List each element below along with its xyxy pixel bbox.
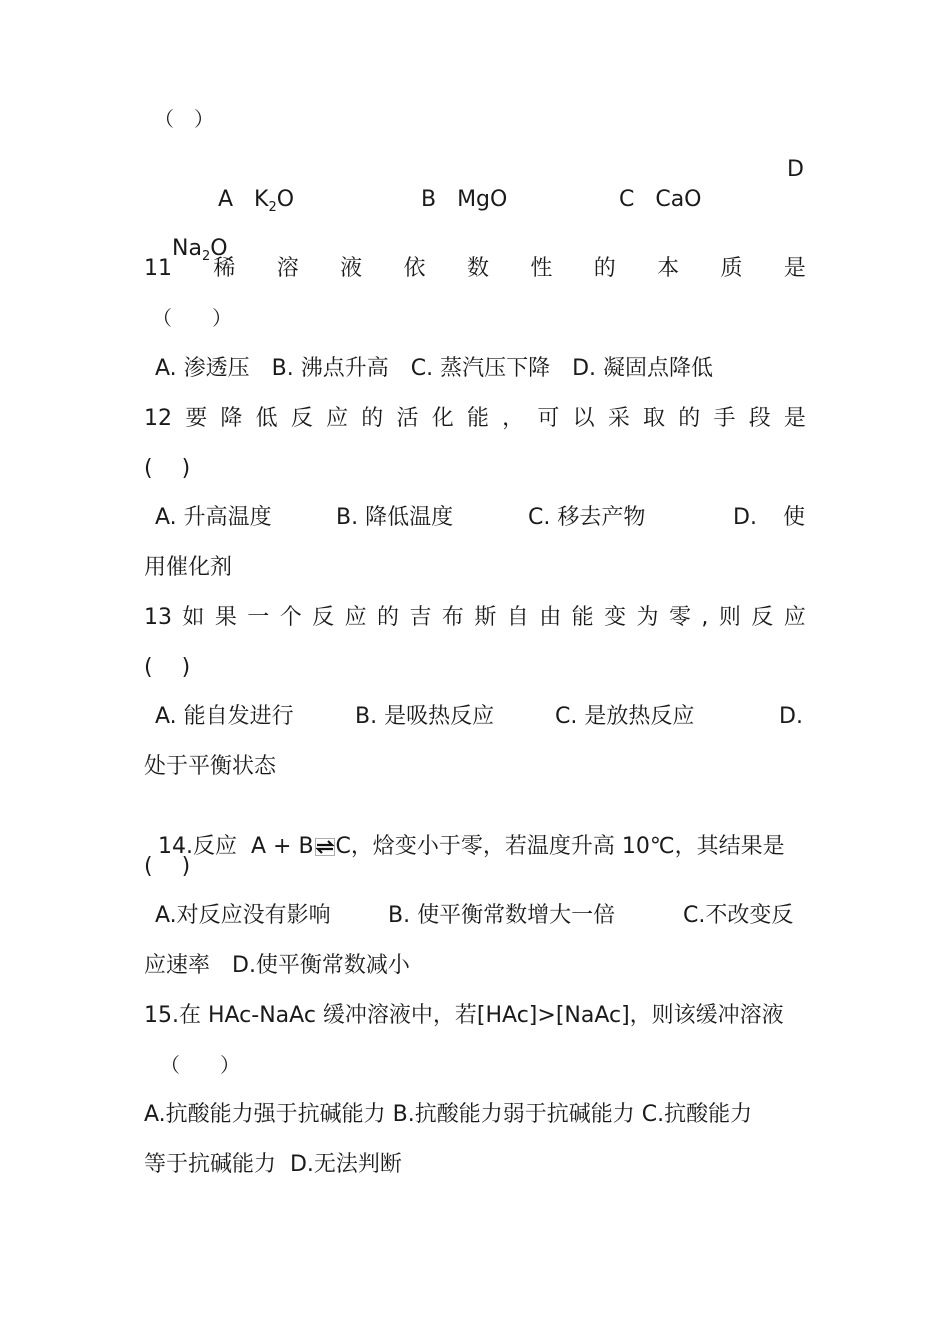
q10-paren: （ ） xyxy=(154,107,214,131)
q11-options: A. 渗透压 B. 沸点升高 C. 蒸汽压下降 D. 凝固点降低 xyxy=(155,356,714,381)
q13-option-a: A. 能自发进行 xyxy=(155,704,294,729)
q13-option-b: B. 是吸热反应 xyxy=(355,704,495,729)
q15-stem: 15.在 HAc-NaAc 缓冲溶液中，若[HAc]>[NaAc]，则该缓冲溶液 xyxy=(144,1003,784,1028)
q14-option-a: A.对反应没有影响 xyxy=(155,903,331,928)
q12-stem: 12 要 降 低 反 应 的 活 化 能 ， 可 以 采 取 的 手 段 是 xyxy=(144,404,806,434)
q15-options-line2: 等于抗碱能力 D.无法判断 xyxy=(144,1152,402,1177)
q14-paren: ( ) xyxy=(144,854,191,879)
question-number: 11 xyxy=(144,256,172,281)
q10-option-d-text: $Na_2O$ xyxy=(171,236,228,264)
q10-option-d-label: D xyxy=(787,157,804,182)
q13-option-c: C. 是放热反应 xyxy=(555,704,695,729)
q12-option-b: B. 降低温度 xyxy=(336,505,454,530)
q12-option-d-head: 使 xyxy=(783,505,806,530)
equilibrium-arrow-icon xyxy=(315,838,335,856)
q14-option-line2: 应速率 D.使平衡常数减小 xyxy=(144,953,410,978)
q11-stem: 11 稀 溶 液 依 数 性 的 本 质 是 xyxy=(144,254,806,284)
q12-paren: ( ) xyxy=(144,456,191,481)
q12-option-d-rest: 用催化剂 xyxy=(144,555,233,580)
q13-paren: ( ) xyxy=(144,655,191,680)
q11-paren: （ ） xyxy=(152,306,232,330)
q14-option-c: C.不改变反 xyxy=(683,903,794,928)
q15-options-line1: A.抗酸能力强于抗碱能力 B.抗酸能力弱于抗碱能力 C.抗酸能力 xyxy=(144,1102,753,1127)
q13-stem: 13 如 果 一 个 反 应 的 吉 布 斯 自 由 能 变 为 零 , 则 反 应 xyxy=(144,603,806,633)
q15-paren: （ ） xyxy=(160,1053,240,1077)
q12-option-d-label: D. xyxy=(733,505,757,530)
q10-option-a: A $K_2O$ xyxy=(217,187,295,215)
q13-option-d-rest: 处于平衡状态 xyxy=(144,754,277,779)
q10-option-b: B MgO xyxy=(420,187,508,212)
question-number: 12 xyxy=(144,406,172,431)
question-number: 13 xyxy=(144,605,172,630)
q13-option-d-label: D. xyxy=(779,704,803,729)
q10-option-c: C CaO xyxy=(618,187,702,212)
q14-option-b: B. 使平衡常数增大一倍 xyxy=(388,903,616,928)
q14-stem: 14.反应 A + B C，焓变小于零，若温度升高 10℃，其结果是 xyxy=(158,834,785,859)
q12-option-c: C. 移去产物 xyxy=(528,505,646,530)
q12-option-a: A. 升高温度 xyxy=(155,505,272,530)
